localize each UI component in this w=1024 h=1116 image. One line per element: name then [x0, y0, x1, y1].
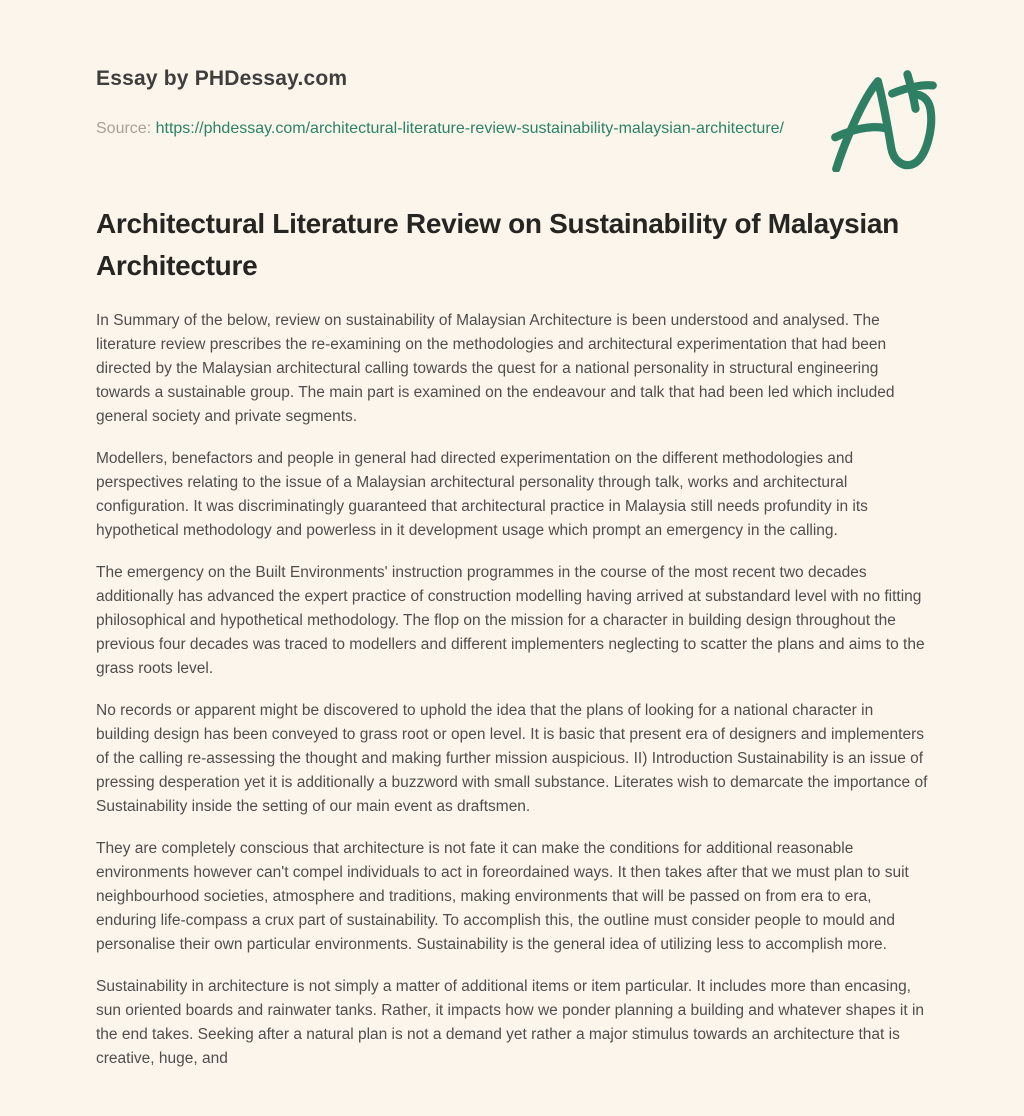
- byline-heading: Essay by PHDessay.com: [96, 67, 348, 90]
- essay-paragraph: Sustainability in architecture is not simply a matter of additional items or item particular. It includes more than encasing, sun oriented boards and rainwater tanks. Rather, it impacts how we ponder planning a building and whatever shapes it in the end takes. Seeking after a natural plan is not a demand yet rather a major stimulus towards an architecture that is creative, huge, and: [96, 978, 925, 1067]
- essay-paragraph: No records or apparent might be discovered to uphold the idea that the plans of looking for a national character in building design has been conveyed to grass root or open level. It is basic that present era of designers and implementers of the calling re-assessing the thought and making further mission auspicious. II) Introduction Sustainability is an issue of pressing desperation yet it is additionally a buzzword with small substance. Literates wish to demarcate the importance of Sustainability inside the setting of our main event as draftsmen.: [96, 702, 928, 815]
- phdessay-logo: [824, 66, 942, 172]
- a-plus-logo-icon: [824, 66, 942, 172]
- essay-body: [96, 309, 928, 1071]
- source-label: Source:: [96, 120, 152, 137]
- essay-paragraph: The emergency on the Built Environments' instruction programmes in the course of the most recent two decades additionally has advanced the expert practice of construction modelling having arrived at substandard level with no fitting philosophical and hypothetical methodology. The flop on the mission for a character in building design throughout the previous four decades was traced to modellers and different implementers neglecting to scatter the plans and aims to the grass roots level.: [96, 564, 925, 677]
- essay-paragraph: In Summary of the below, review on sustainability of Malaysian Architecture is been understood and analysed. The literature review prescribes the re-examining on the methodologies and architectural experimentation that had been directed by the Malaysian architectural calling towards the quest for a national personality in structural engineering towards a sustainable group. The main part is examined on the endeavour and talk that had been led which included general society and private segments.: [96, 312, 895, 425]
- source-line: [96, 116, 836, 141]
- source-url-link[interactable]: https://phdessay.com/architectural-literature-review-sustainability-malaysian-architecture/: [155, 120, 784, 137]
- essay-paragraph: They are completely conscious that architecture is not fate it can make the conditions for additional reasonable environments however can't compel individuals to act in foreordained ways. It then takes after that we must plan to suit neighbourhood societies, atmosphere and traditions, making environments that will be passed on from era to era, enduring life-compass a crux part of sustainability. To accomplish this, the outline must consider people to mould and personalise their own particular environments. Sustainability is the general idea of utilizing less to accomplish more.: [96, 840, 909, 953]
- essay-paragraph: Modellers, benefactors and people in general had directed experimentation on the different methodologies and perspectives relating to the issue of a Malaysian architectural personality through talk, works and architectural configuration. It was discriminatingly guaranteed that architectural practice in Malaysia still needs profundity in its hypothetical methodology and powerless in it development usage which prompt an emergency in the calling.: [96, 450, 868, 539]
- article-title: Architectural Literature Review on Sustainability of Malaysian Architecture: [96, 208, 899, 281]
